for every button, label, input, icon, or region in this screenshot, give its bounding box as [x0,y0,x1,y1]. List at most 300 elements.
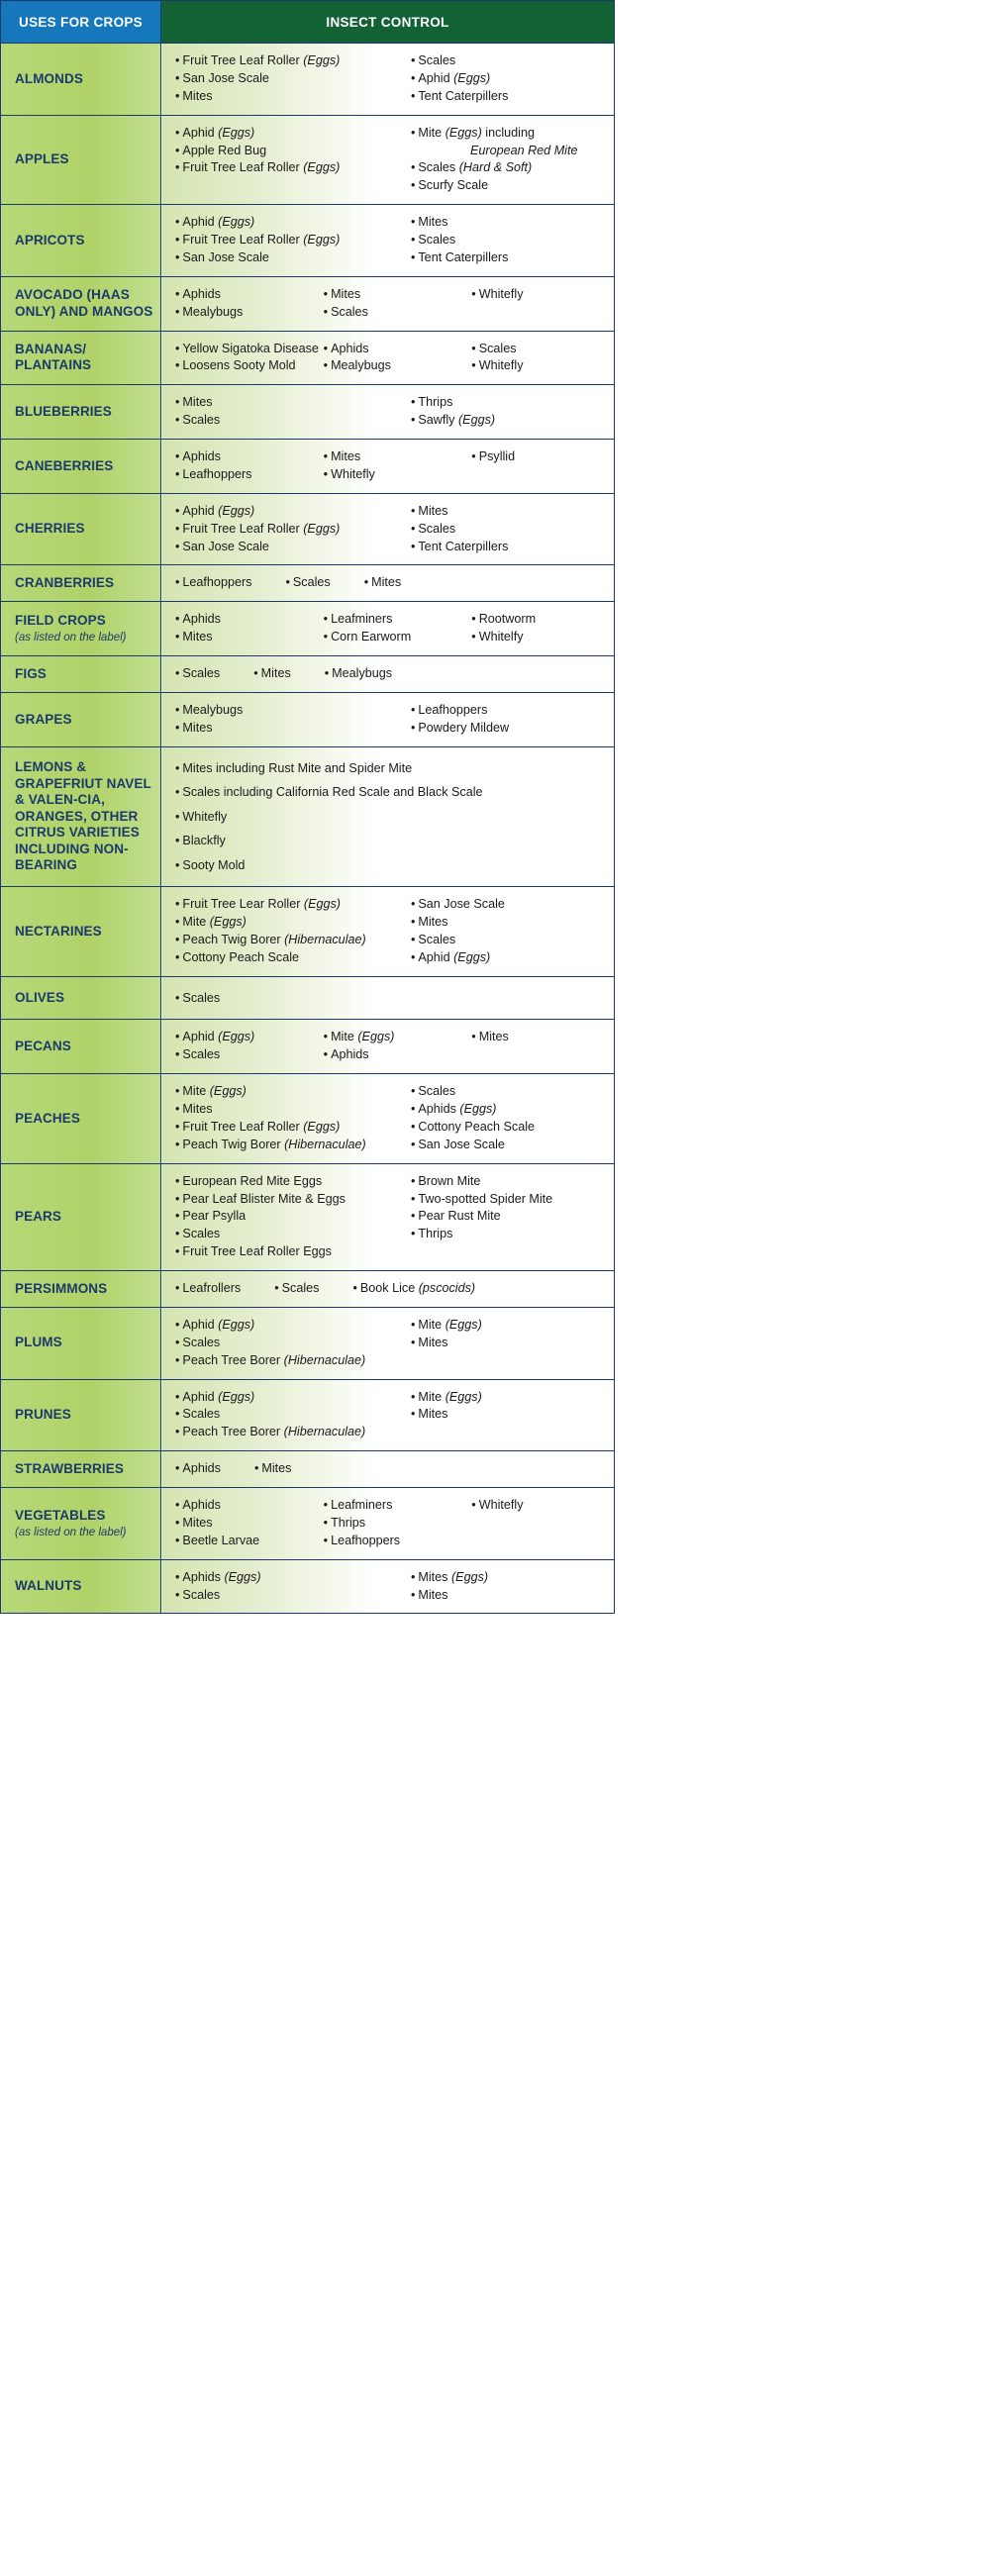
pest-item: • Leafhoppers [323,1533,401,1547]
pest-item: • Scales [175,1335,221,1349]
bullet-icon: • [175,503,180,518]
pest-item: • Aphid (Eggs) [175,503,255,518]
pest-item: • Pear Rust Mite [410,1209,501,1224]
bullet-icon: • [323,1030,329,1044]
bullet-icon: • [471,1498,476,1513]
pest-item: • Mites [175,1102,213,1117]
insect-control-cell [161,976,615,1020]
bullet-icon: • [471,358,476,373]
bullet-icon: • [175,1317,180,1332]
bullet-icon: • [253,1461,259,1476]
bullet-icon: • [175,857,180,872]
pest-list-columns [161,986,606,1011]
crop-name-cell [1,887,161,977]
pest-item: • Aphids [323,341,369,355]
bullet-icon: • [323,630,329,644]
bullet-icon: • [175,1515,180,1530]
pest-item: • Scales [175,413,221,428]
pest-item: • Aphids [175,612,221,627]
crop-name-label: OLIVES [15,989,65,1005]
pest-list-column [161,1083,397,1154]
crop-name-cell [1,1307,161,1379]
pest-item: • Yellow Sigatoka Disease [175,341,319,355]
pest-item: • Leafhoppers [175,575,252,590]
crop-name-cell [1,385,161,440]
insect-control-cell [161,1451,615,1488]
crop-name-cell [1,44,161,116]
pest-item-continuation: European Red Mite [469,143,578,157]
bullet-icon: • [175,1137,180,1151]
pest-qualifier: (Eggs) [357,1030,395,1044]
pest-qualifier: (Eggs) [218,1030,255,1044]
insect-control-cell [161,692,615,746]
pest-item: • Scales [323,304,368,319]
bullet-icon: • [175,70,180,85]
pest-qualifier: (Hibernaculae) [284,1137,366,1151]
insect-control-cell [161,565,615,602]
bullet-icon: • [175,1209,180,1224]
bullet-icon: • [175,1389,180,1404]
pest-item: • Peach Tree Borer (Hibernaculae) [175,1425,366,1439]
table-header [1,1,615,44]
bullet-icon: • [323,341,329,355]
bullet-icon: • [410,897,416,912]
bullet-icon: • [323,1047,329,1062]
pest-qualifier: (Eggs) [457,413,496,428]
pest-list-column [397,1317,606,1370]
pest-list-column [397,1173,606,1261]
crop-name-cell [1,331,161,385]
pest-item: • Leafhoppers [410,702,488,717]
pest-qualifier: (Hibernaculae) [283,1425,366,1439]
table-row [1,656,615,693]
pest-list-columns [161,1497,606,1550]
pest-item: • San Jose Scale [175,70,269,85]
bullet-icon: • [410,125,416,140]
bullet-icon: • [285,575,290,590]
pest-list-column [161,574,251,592]
table-row [1,44,615,116]
crop-name-label: FIGS [15,665,47,681]
pest-item: • European Red Mite Eggs [175,1173,323,1188]
pest-qualifier: (Eggs) [218,125,255,140]
pest-item: • Scales [175,666,221,680]
pest-qualifier: (Eggs) [218,1389,255,1404]
insect-control-cell [161,602,615,656]
crop-name-cell [1,440,161,494]
insect-control-cell [161,331,615,385]
bullet-icon: • [175,809,180,824]
pest-list-column [310,341,458,376]
pest-list-column [397,1569,606,1605]
bullet-icon: • [410,160,416,175]
table-row [1,887,615,977]
table-row [1,1451,615,1488]
pest-item: • Fruit Tree Leaf Roller (Eggs) [175,53,341,67]
bullet-icon: • [274,1281,279,1296]
pest-item: • Mites [253,1461,292,1476]
insect-control-cell [161,205,615,277]
pest-item: • Aphid (Eggs) [175,1389,255,1404]
pest-list-columns [161,756,606,878]
crop-name-cell [1,1271,161,1308]
bullet-icon: • [175,1407,180,1422]
pest-item: • San Jose Scale [175,539,269,553]
pest-item: • Leafhoppers [175,466,252,481]
pest-item: • Mite (Eggs) [410,1389,482,1404]
bullet-icon: • [471,612,476,627]
pest-list-columns [161,574,606,592]
pest-item: • Leafminers [323,1498,393,1513]
table-row [1,1307,615,1379]
pest-item: • Mites [363,575,402,590]
pest-item: • Scales [410,233,456,247]
pest-item: • Scales [175,1047,221,1062]
pest-list-column [397,896,606,967]
bullet-icon: • [175,539,180,553]
bullet-icon: • [323,286,329,301]
pest-list-column [397,52,606,106]
table-row [1,1488,615,1560]
crop-name-cell [1,1020,161,1074]
pest-qualifier: (Eggs) [303,1119,341,1134]
pest-qualifier: (Eggs) [209,915,247,930]
pest-list-column [161,756,606,878]
table-row [1,976,615,1020]
pest-item: • Mites [323,449,361,463]
pest-item: • Mites [175,720,213,735]
bullet-icon: • [323,449,329,463]
pest-list-columns [161,214,606,267]
pest-item: • Fruit Tree Leaf Roller (Eggs) [175,1119,341,1134]
bullet-icon: • [175,1030,180,1044]
pest-item: • Aphid (Eggs) [175,1030,255,1044]
crop-name-label: STRAWBERRIES [15,1460,124,1476]
pest-qualifier: (Hard & Soft) [458,160,533,175]
bullet-icon: • [323,466,329,481]
bullet-icon: • [175,1587,180,1602]
pest-item: • Aphids [175,1461,221,1476]
table-row [1,276,615,331]
bullet-icon: • [175,413,180,428]
pest-qualifier: (Eggs) [453,70,491,85]
pest-item: • Mites [410,915,448,930]
pest-item: • Aphids (Eggs) [175,1569,261,1584]
pest-list-column [457,1497,606,1550]
pest-item: • Scales [175,1227,221,1241]
pest-qualifier: (Eggs) [450,1569,489,1584]
pest-item: • Aphids [175,449,221,463]
bullet-icon: • [410,521,416,536]
pest-item: • Mites including Rust Mite and Spider Mite [175,760,413,775]
pest-item: • Scales [471,341,517,355]
pest-item: • Scales [410,53,456,67]
bullet-icon: • [175,286,180,301]
crop-name-label: CRANBERRIES [15,575,115,591]
pest-list-column [161,1173,397,1261]
pest-list-column [161,896,397,967]
pest-list-columns [161,896,606,967]
pest-item: • Mites (Eggs) [410,1569,489,1584]
pest-list-column [220,665,291,683]
bullet-icon: • [175,933,180,947]
pest-item: • Mealybugs [324,666,393,680]
crop-name-label: GRAPES [15,711,72,727]
bullet-icon: • [175,341,180,355]
table-row [1,385,615,440]
bullet-icon: • [324,666,330,680]
pest-item: • Mites [410,215,448,230]
pest-list-column [310,448,458,484]
bullet-icon: • [410,503,416,518]
bullet-icon: • [410,233,416,247]
crop-name-cell [1,1163,161,1270]
pest-item: • Mite (Eggs) [410,1317,482,1332]
bullet-icon: • [175,1352,180,1367]
bullet-icon: • [471,1030,476,1044]
pest-list-column [161,1389,397,1442]
pest-item: • Scales [410,521,456,536]
bullet-icon: • [175,53,180,67]
bullet-icon: • [471,341,476,355]
pest-item: • San Jose Scale [410,897,505,912]
bullet-icon: • [175,915,180,930]
pest-item: • Blackfly [175,834,226,848]
insect-control-cell [161,440,615,494]
pest-qualifier: (Eggs) [445,125,482,140]
bullet-icon: • [175,1335,180,1349]
table-row [1,115,615,205]
crop-name-cell [1,276,161,331]
pest-list-columns [161,1280,606,1298]
pest-list-column [161,214,397,267]
pest-list-column [161,125,397,196]
pest-list-column [457,286,606,322]
pest-item: • Peach Twig Borer (Hibernaculae) [175,933,366,947]
insect-control-cell [161,656,615,693]
pest-item: • Tent Caterpillers [410,88,509,103]
bullet-icon: • [471,286,476,301]
pest-item: • Scales including California Red Scale and Black Scale [175,785,483,800]
pest-item: • Scales [175,1407,221,1422]
bullet-icon: • [175,1569,180,1584]
pest-item: • Scales (Hard & Soft) [410,160,533,175]
pest-list-columns [161,448,606,484]
pest-item: • Pear Psylla [175,1209,247,1224]
pest-item: • Powdery Mildew [410,720,510,735]
bullet-icon: • [471,630,476,644]
pest-qualifier: (Eggs) [209,1084,247,1099]
insect-control-cell [161,746,615,887]
pest-list-column [397,1389,606,1442]
pest-item: • Mealybugs [323,358,391,373]
bullet-icon: • [175,897,180,912]
bullet-icon: • [175,1173,180,1188]
bullet-icon: • [410,1191,416,1206]
crop-name-cell [1,656,161,693]
bullet-icon: • [175,125,180,140]
crop-name-label: ALMONDS [15,70,83,86]
bullet-icon: • [175,304,180,319]
bullet-icon: • [175,834,180,848]
pest-item: • Mites [253,666,291,680]
pest-item: • Thrips [410,395,453,410]
bullet-icon: • [253,666,258,680]
insect-control-cell [161,1379,615,1451]
crop-name-label: PERSIMMONS [15,1280,108,1296]
bullet-icon: • [175,160,180,175]
pest-qualifier: (Eggs) [445,1317,482,1332]
bullet-icon: • [175,666,180,680]
pest-item: • Mealybugs [175,304,244,319]
pest-item: • Fruit Tree Leaf Roller (Eggs) [175,160,341,175]
pest-item: • Aphids [175,286,221,301]
pest-list-column [161,1497,310,1550]
bullet-icon: • [410,88,416,103]
pest-list-column [241,1280,319,1298]
bullet-icon: • [175,1084,180,1099]
table-row [1,205,615,277]
bullet-icon: • [175,249,180,264]
pest-qualifier: (Eggs) [218,1317,255,1332]
column-header-uses-for-crops: USES FOR CROPS [1,1,161,44]
pest-list-columns [161,503,606,556]
bullet-icon: • [175,1425,180,1439]
bullet-icon: • [175,990,180,1005]
pest-list-columns [161,125,606,196]
pest-item: • Whitefly [471,1498,524,1513]
pest-list-column [161,52,397,106]
pest-item: • Scales [410,933,456,947]
pest-list-column [161,1460,221,1478]
pest-item: • Corn Earworm [323,630,412,644]
pest-item: • Mites [175,1515,213,1530]
pest-list-columns [161,611,606,646]
insect-control-cell [161,1163,615,1270]
bullet-icon: • [175,233,180,247]
crop-name-cell [1,493,161,565]
pest-item: • Scales [175,1587,221,1602]
pest-list-columns [161,665,606,683]
table-row [1,1559,615,1614]
pest-item: • Tent Caterpillers [410,249,509,264]
crop-name-label: PEACHES [15,1110,80,1126]
pest-list-column [457,448,606,484]
pest-qualifier: (Eggs) [303,897,341,912]
pest-qualifier: (Eggs) [303,521,341,536]
pest-item: • Whitelfy [471,630,524,644]
table-row [1,1379,615,1451]
pest-list-column [319,1280,475,1298]
bullet-icon: • [410,1173,416,1188]
bullet-icon: • [175,630,180,644]
pest-qualifier: (Eggs) [218,503,255,518]
bullet-icon: • [175,1498,180,1513]
pest-item: • Fruit Tree Lear Roller (Eggs) [175,897,341,912]
bullet-icon: • [323,1498,329,1513]
pest-item: • Sooty Mold [175,857,246,872]
pest-list-column [457,611,606,646]
pest-qualifier: (Eggs) [453,949,491,964]
insect-control-cell [161,887,615,977]
bullet-icon: • [410,1569,416,1584]
bullet-icon: • [363,575,369,590]
bullet-icon: • [410,1389,416,1404]
pest-item: • Mites [410,1335,448,1349]
table-row [1,565,615,602]
pest-list-column [161,394,397,430]
bullet-icon: • [410,53,416,67]
pest-item: • Cottony Peach Scale [410,1119,536,1134]
pest-item: • Whitefly [471,358,524,373]
pest-item: • Aphid (Eggs) [175,1317,255,1332]
crop-name-label: CHERRIES [15,521,85,537]
insect-control-cell [161,1307,615,1379]
pest-item: • Scales [410,1084,456,1099]
pest-list-column [310,1497,458,1550]
bullet-icon: • [352,1281,357,1296]
pest-qualifier: (Eggs) [224,1569,261,1584]
bullet-icon: • [323,358,329,373]
bullet-icon: • [410,915,416,930]
pest-item: • Mite (Eggs) [175,1084,247,1099]
bullet-icon: • [175,521,180,536]
pest-list-column [161,1280,241,1298]
bullet-icon: • [410,1102,416,1117]
pest-item: • Scurfy Scale [410,178,489,193]
pest-list-columns [161,1083,606,1154]
crop-name-label: APRICOTS [15,232,85,248]
pest-item: • Brown Mite [410,1173,481,1188]
table-row [1,746,615,887]
crop-name-label: AVOCADO (HAAS ONLY) AND MANGOS [15,287,153,319]
pest-item: • Beetle Larvae [175,1533,260,1547]
bullet-icon: • [175,1244,180,1259]
pest-list-column [397,1083,606,1154]
insect-control-cell [161,276,615,331]
pest-item: • Two-spotted Spider Mite [410,1191,553,1206]
bullet-icon: • [175,575,180,590]
header-row [1,1,615,44]
pest-item: • Pear Leaf Blister Mite & Eggs [175,1191,346,1206]
pest-item: • Thrips [410,1227,453,1241]
pest-qualifier: (Eggs) [303,160,341,175]
table-row [1,602,615,656]
pest-list-columns [161,394,606,430]
bullet-icon: • [410,249,416,264]
pest-qualifier: (Hibernaculae) [283,1352,366,1367]
pest-list-column [397,214,606,267]
pest-list-columns [161,1460,606,1478]
pest-item: • Psyllid [471,449,516,463]
crop-name-cell [1,205,161,277]
bullet-icon: • [175,1533,180,1547]
crop-name-cell [1,565,161,602]
pest-item: • Mite (Eggs) [323,1030,395,1044]
pest-list-column [161,665,220,683]
pest-item: • Whitefly [175,809,228,824]
pest-item: • Mites [175,88,213,103]
bullet-icon: • [323,612,329,627]
bullet-icon: • [175,88,180,103]
table-row [1,1074,615,1164]
pest-list-column [397,702,606,738]
uses-for-crops-table [0,0,615,1614]
bullet-icon: • [175,466,180,481]
pest-qualifier: (Eggs) [303,53,341,67]
crop-name-cell [1,976,161,1020]
crop-name-label: WALNUTS [15,1578,82,1594]
